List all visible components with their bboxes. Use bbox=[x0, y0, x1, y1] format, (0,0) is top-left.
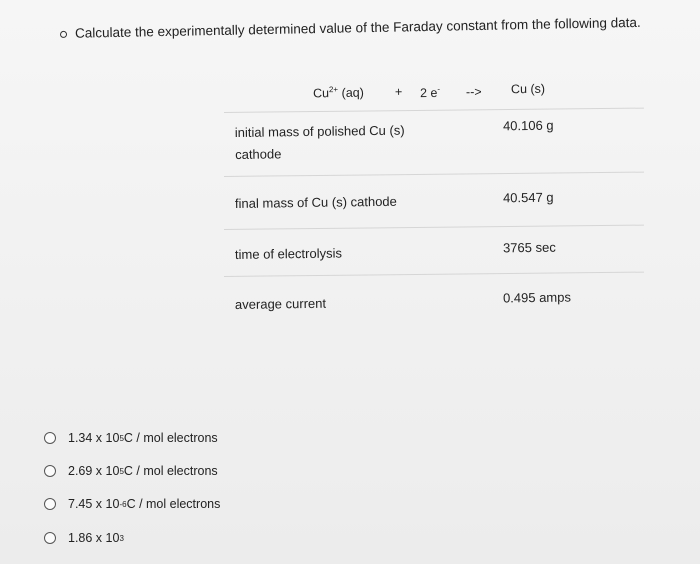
table-divider bbox=[224, 108, 644, 113]
table-divider bbox=[224, 172, 644, 177]
choice-exponent: -6 bbox=[119, 499, 127, 509]
answer-choice[interactable] bbox=[44, 431, 218, 445]
answer-choice[interactable] bbox=[44, 531, 124, 545]
table-row-label bbox=[235, 120, 405, 166]
table-row-label: final mass of Cu (s) cathode bbox=[234, 193, 397, 211]
choice-exponent: 3 bbox=[119, 533, 124, 543]
choice-base: 7.45 x 10 bbox=[68, 497, 120, 511]
choice-base: 2.69 x 10 bbox=[68, 464, 120, 478]
row-label-line: cathode bbox=[235, 146, 282, 162]
reactant-formula: Cu bbox=[312, 86, 330, 101]
radio-button[interactable] bbox=[44, 432, 56, 444]
question-label: Calculate the experimentally determined value of the Faraday constant from the following data. bbox=[74, 14, 641, 41]
choice-base: 1.34 x 10 bbox=[68, 431, 120, 445]
table-row-value: 40.106 g bbox=[502, 117, 554, 134]
radio-button[interactable] bbox=[44, 532, 56, 544]
table-divider bbox=[224, 272, 644, 277]
row-label-line: initial mass of polished Cu (s) bbox=[234, 122, 405, 141]
answer-choice[interactable] bbox=[44, 497, 220, 511]
table-row-value: 0.495 amps bbox=[502, 289, 572, 306]
electrons-label: 2 e bbox=[419, 85, 438, 101]
choice-exponent: 5 bbox=[119, 433, 124, 443]
radio-button[interactable] bbox=[44, 465, 56, 477]
table-row-value: 3765 sec bbox=[502, 239, 556, 256]
choice-unit: C / mol electrons bbox=[123, 464, 218, 478]
choice-exponent: 5 bbox=[119, 466, 124, 476]
table-row-label: average current bbox=[234, 295, 327, 312]
reaction-arrow: --> bbox=[465, 84, 482, 100]
choice-base: 1.86 x 10 bbox=[68, 531, 120, 545]
bullet-icon bbox=[60, 31, 67, 38]
answer-choice[interactable] bbox=[44, 464, 218, 478]
reactant-state: (aq) bbox=[341, 85, 364, 100]
table-divider bbox=[224, 225, 644, 230]
reaction-product: Cu (s) bbox=[510, 81, 546, 97]
question-text bbox=[60, 15, 641, 41]
choice-unit: C / mol electrons bbox=[123, 431, 218, 445]
table-row-value: 40.547 g bbox=[502, 189, 554, 206]
choice-unit: C / mol electrons bbox=[126, 497, 221, 511]
reaction-plus: + bbox=[394, 84, 403, 100]
table-row-label: time of electrolysis bbox=[234, 245, 343, 262]
radio-button[interactable] bbox=[44, 498, 56, 510]
reactant-charge: 2+ bbox=[328, 85, 339, 95]
reaction-electrons bbox=[420, 85, 440, 100]
reaction-reactant bbox=[313, 85, 364, 101]
electron-sign: - bbox=[437, 84, 441, 94]
